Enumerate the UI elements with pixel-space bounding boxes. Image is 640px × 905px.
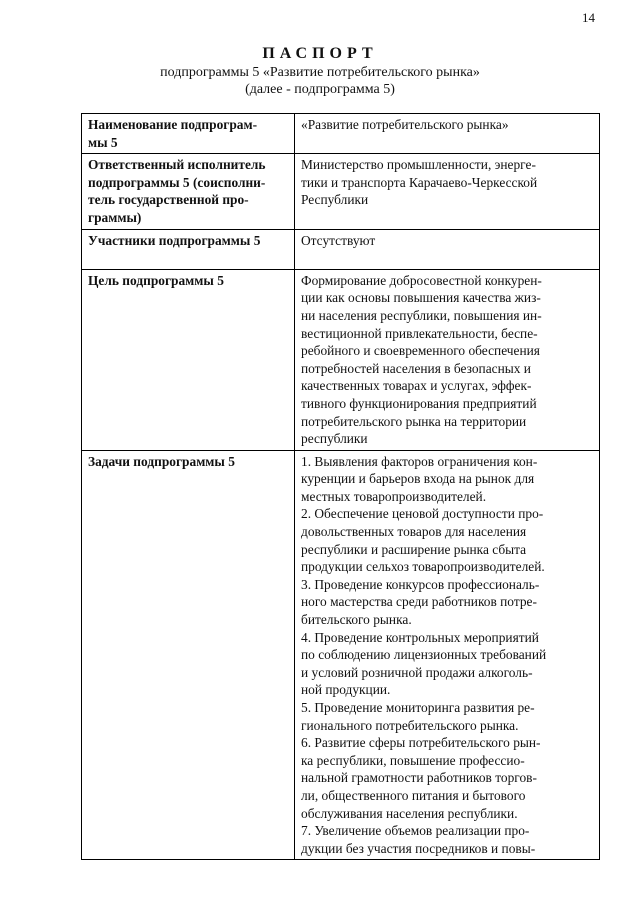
label-line: мы 5 [88, 134, 118, 150]
value-line: дукции без участия посредников и повы- [301, 840, 536, 856]
value-line: республики [301, 431, 368, 447]
value-line: 1. Выявления факторов ограничения кон- [301, 453, 538, 469]
table-row [82, 229, 600, 269]
label-line: подпрограммы 5 (соисполни- [88, 174, 266, 190]
value-line: качественных товарах и услугах, эффек- [301, 378, 532, 394]
table-row [82, 450, 600, 860]
value-line: Отсутствуют [301, 232, 376, 248]
table-row [82, 154, 600, 229]
value-line: и условий розничной продажи алкоголь- [301, 664, 533, 680]
value-line: тивного функционирования предприятий [301, 395, 537, 411]
row-label [82, 269, 295, 450]
label-line: Задачи подпрограммы 5 [88, 453, 235, 469]
value-line: гионального потребительского рынка. [301, 717, 519, 733]
row-label [82, 229, 295, 269]
value-line: 5. Проведение мониторинга развития ре- [301, 700, 535, 715]
label-line: тель государственной про- [88, 192, 249, 208]
passport-table [81, 113, 600, 860]
value-line: довольственных товаров для населения [301, 524, 527, 540]
table-row [82, 114, 600, 154]
value-line: 3. Проведение конкурсов профессиональ- [301, 576, 540, 592]
value-line: ни населения республики, повышения ин- [301, 307, 542, 323]
value-line: ной продукции. [301, 682, 391, 698]
row-label [82, 450, 295, 860]
blank-line [88, 249, 289, 267]
label-line: Участники подпрограммы 5 [88, 232, 261, 248]
row-value [295, 269, 600, 450]
value-line: куренции и барьеров входа на рынок для [301, 471, 535, 487]
document-subtitle-note: (далее - подпрограмма 5) [245, 82, 395, 97]
value-line: Министерство промышленности, энерге- [301, 157, 536, 173]
value-line: ребойного и своевременного обеспечения [301, 343, 540, 359]
value-line: Республики [301, 192, 369, 208]
value-line: нальной грамотности работников торгов- [301, 770, 537, 786]
row-value [295, 114, 600, 154]
value-line: 7. Увеличение объемов реализации про- [301, 823, 530, 839]
value-line: потребностей населения в безопасных и [301, 360, 531, 376]
document-title: ПАСПОРТ [262, 45, 378, 62]
value-line: местных товаропроизводителей. [301, 488, 487, 504]
value-line: тики и транспорта Карачаево-Черкесской [301, 174, 538, 190]
value-line: ка республики, повышение профессио- [301, 752, 525, 768]
value-line: по соблюдению лицензионных требований [301, 647, 547, 663]
value-line: вестиционной привлекательности, беспе- [301, 325, 538, 341]
value-line: республики и расширение рынка сбыта [301, 541, 527, 557]
value-line: обслуживания населения республики. [301, 805, 518, 821]
page-number: 14 [582, 10, 595, 25]
value-line: 4. Проведение контрольных мероприятий [301, 629, 539, 645]
label-line: Цель подпрограммы 5 [88, 272, 224, 288]
row-value [295, 450, 600, 860]
row-label [82, 114, 295, 154]
value-line: «Развитие потребительского рынка» [301, 117, 509, 132]
table-row [82, 269, 600, 450]
document-subtitle: подпрограммы 5 «Развитие потребительского рынка» [160, 65, 480, 80]
value-line: ного мастерства среди работников потре- [301, 594, 537, 610]
label-line: граммы) [88, 209, 142, 225]
value-line: Формирование добросовестной конкурен- [301, 272, 542, 288]
value-line: 2. Обеспечение ценовой доступности про- [301, 506, 544, 522]
value-line: ли, общественного питания и бытового [301, 787, 526, 803]
row-value [295, 229, 600, 269]
row-label [82, 154, 295, 229]
label-line: Ответственный исполнитель [88, 157, 266, 173]
value-line: продукции сельхоз товаропроизводителей. [301, 559, 545, 575]
value-line: ции как основы повышения качества жиз- [301, 290, 541, 306]
label-line: Наименование подпрограм- [88, 117, 258, 132]
value-line: потребительского рынка на территории [301, 413, 527, 429]
value-line: 6. Развитие сферы потребительского рын- [301, 735, 541, 751]
value-line: бительского рынка. [301, 612, 412, 628]
row-value [295, 154, 600, 229]
